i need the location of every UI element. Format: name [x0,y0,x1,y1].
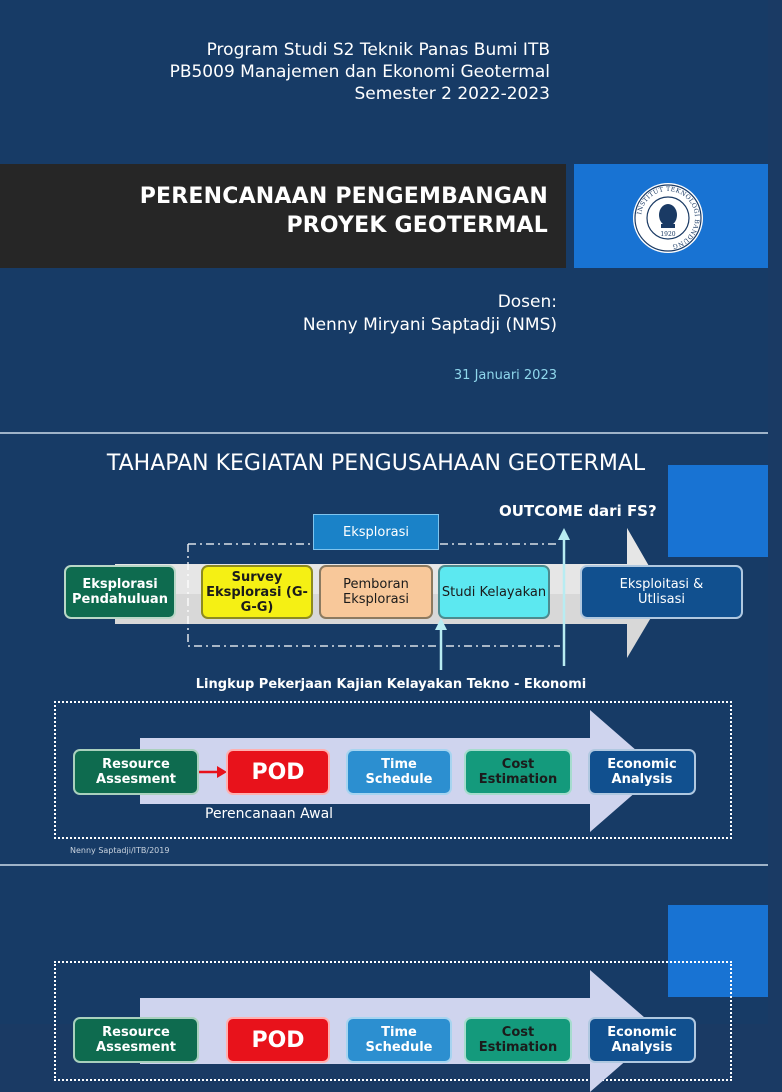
step-pod: POD [226,1017,330,1063]
seal-year: 1920 [660,231,676,238]
slide-title [0,0,768,432]
lecturer-name: Nenny Miryani Saptadji (NMS) [302,315,557,335]
header-line-course: PB5009 Manajemen dan Ekonomi Geotermal [169,62,550,82]
step-resource-assesment: Resource Assesment [73,1017,199,1063]
stage-pemboran-eksplorasi: Pemboran Eksplorasi [319,565,433,619]
step-time-schedule: Time Schedule [346,1017,452,1063]
slide-footer: Nenny Saptadji/ITB/2019 [70,846,170,855]
study-arrow-icon [433,618,449,670]
early-planning-label: Perencanaan Awal [205,806,334,822]
stage-survey-eksplorasi: Survey Eksplorasi (G-G-G) [201,565,313,619]
title-band [0,164,566,268]
presentation-title [140,182,548,240]
arrow-right-icon [199,765,227,779]
presentation-date: 31 Januari 2023 [453,368,557,383]
stage-eksploitasi-text: Eksploitasi & Utlisasi [619,577,704,607]
lecturer-block [303,291,557,337]
stage-eksplorasi-pendahuluan: Eksplorasi Pendahuluan [64,565,176,619]
step-resource-assesment: Resource Assesment [73,749,199,795]
slide-title: TAHAPAN KEGIATAN PENGUSAHAAN GEOTERMAL [106,451,646,476]
step-cost-estimation: Cost Estimation [464,1017,572,1063]
header-line-semester: Semester 2 2022-2023 [354,84,550,104]
step-time-schedule: Time Schedule [346,749,452,795]
eksplorasi-label: Eksplorasi [313,514,439,550]
itb-seal-icon [632,182,704,254]
outcome-question: OUTCOME dari FS? [499,502,657,520]
slide-scope-partial [0,866,768,1055]
stage-eksploitasi-utilisasi [580,565,743,619]
lecturer-label: Dosen: [497,292,557,312]
course-header [170,39,550,105]
step-economic-analysis: Economic Analysis [588,749,696,795]
title-line-2: PROYEK GEOTERMAL [286,213,548,238]
logo-panel [574,164,768,268]
step-cost-estimation: Cost Estimation [464,749,572,795]
outcome-arrow-icon [556,528,572,668]
step-pod: POD [226,749,330,795]
corner-accent [668,465,768,557]
step-economic-analysis: Economic Analysis [588,1017,696,1063]
seal-ring-text: INSTITUT TEKNOLOGI BANDUNG [636,185,701,250]
scope-title: Lingkup Pekerjaan Kajian Kelayakan Tekno - Ekonomi [195,677,587,692]
title-line-1: PERENCANAAN PENGEMBANGAN [139,184,548,209]
slide-stages [0,434,768,864]
header-line-program: Program Studi S2 Teknik Panas Bumi ITB [206,40,550,60]
stage-studi-kelayakan: Studi Kelayakan [438,565,550,619]
